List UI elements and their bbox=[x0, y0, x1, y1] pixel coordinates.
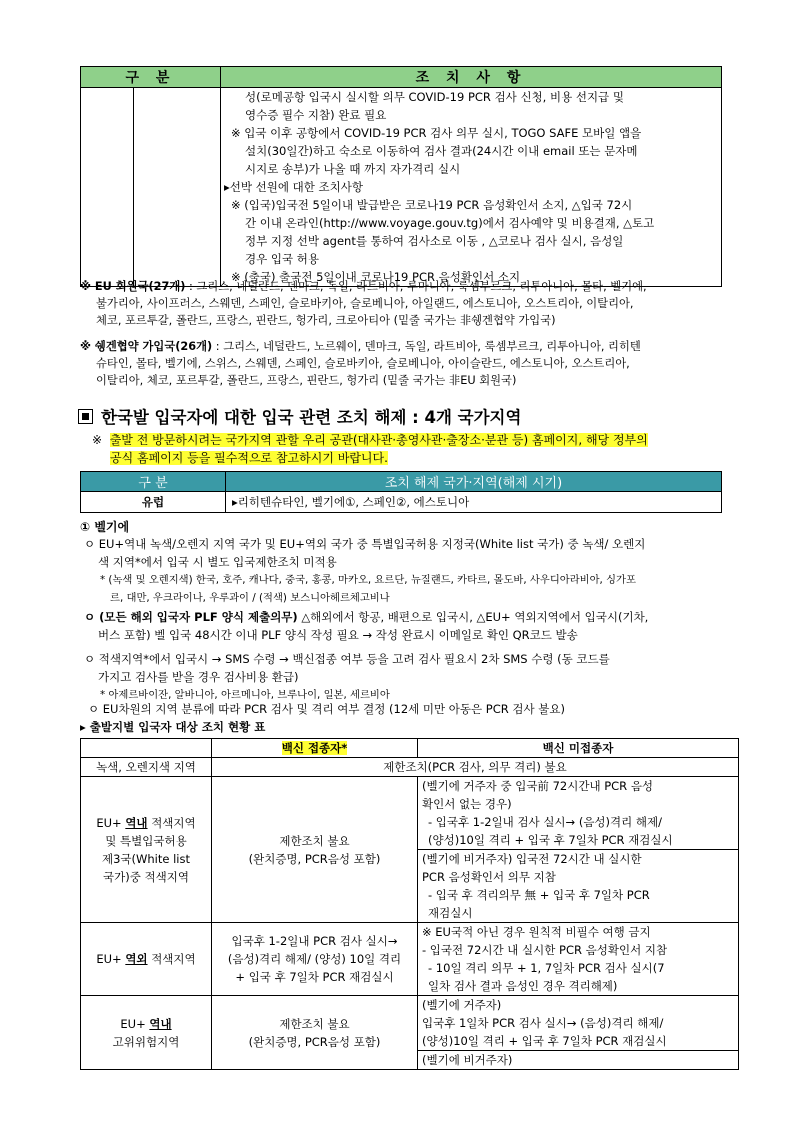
cell-line: - 입국전 72시간 내 실시한 PCR 음성확인서 지참 bbox=[422, 943, 668, 957]
note-text: 슈타인, 몰타, 벨기에, 스위스, 스웨덴, 스페인, 슬로바키아, 슬로베니아, 아이슬란드, 에스토니아, 오스트리아, bbox=[96, 357, 630, 370]
cell-emphasis: 역내 bbox=[125, 815, 148, 830]
measure-line: ▸선박 선원에 대한 조치사항 bbox=[224, 180, 363, 194]
region-cell: 유럽 bbox=[81, 492, 226, 513]
measure-line: 경우 입국 허용 bbox=[245, 252, 319, 266]
cell-line: (벨기에 비거주자) 입국전 72시간 내 실시한 bbox=[422, 852, 642, 866]
paragraph-bold: ㅇ (모든 해외 입국자 PLF 양식 제출의무) bbox=[84, 610, 298, 624]
paragraph-line: △해외에서 항공, 배편으로 입국시, △EU+ 역외지역에서 입국시(기차, bbox=[297, 610, 649, 624]
measure-cell bbox=[212, 996, 418, 1070]
cell-emphasis: 역내 bbox=[149, 1016, 172, 1031]
cell-line: (양성)10일 격리 + 입국 후 7일차 PCR 재검실시 bbox=[422, 1034, 667, 1048]
measure-line: 성(로메공항 입국시 실시할 의무 COVID-19 PCR 검사 신청, 비용 선지급 및 bbox=[245, 90, 624, 104]
cell-line: 입국후 1-2일내 PCR 검사 실시→ bbox=[231, 934, 398, 948]
region-cell bbox=[81, 996, 212, 1070]
section-title-text: 한국발 입국자에 대한 입국 관련 조치 해제 : 4개 국가지역 bbox=[101, 408, 522, 427]
eu-members-note bbox=[80, 278, 740, 329]
cell-line: - 입국후 1-2일내 검사 실시→ (음성)격리 해제/ bbox=[428, 815, 662, 829]
cell-line: 입국후 1일차 PCR 검사 실시→ (음성)격리 해제/ bbox=[422, 1016, 664, 1030]
paragraph-line: ㅇ EU+역내 녹색/오렌지 지역 국가 및 EU+역외 국가 중 특별입국허용 지정국(White list 국가) 중 녹색/ 오렌지 bbox=[84, 537, 646, 551]
table-header-empty bbox=[81, 739, 212, 758]
measure-cell bbox=[418, 850, 739, 923]
belgium-paragraph-2 bbox=[84, 608, 744, 644]
measure-cell: 제한조치(PCR 검사, 의무 격리) 불요 bbox=[212, 758, 739, 777]
cell-line: EU+ 역내 적색지역 bbox=[96, 815, 196, 830]
cell-line: 및 특별입국허용 bbox=[105, 833, 187, 848]
cell-line: (벨기에 거주자 중 입국前 72시간내 PCR 음성 bbox=[422, 779, 654, 793]
table-caption: ▸ 출발지별 입국자 대상 조치 현황 표 bbox=[80, 720, 266, 734]
measures-cell bbox=[221, 88, 722, 287]
advisory-notice bbox=[92, 431, 732, 467]
cell-line: (음성)격리 해제/ (양성) 10일 격리 bbox=[227, 952, 402, 966]
paragraph-line: 색 지역*에서 입국 시 별도 입국제한조치 미적용 bbox=[98, 555, 337, 569]
cell-line: 국가)중 적색지역 bbox=[103, 869, 189, 884]
measure-cell: (벨기에 비거주자) bbox=[418, 1051, 739, 1070]
cell-line: (양성)10일 격리 + 입국 후 7일차 PCR 재검실시 bbox=[428, 833, 673, 847]
measure-line: ※ (입국)입국전 5일이내 발급받은 코로나19 PCR 음성확인서 소지, △입국 72시 bbox=[231, 198, 633, 212]
belgium-paragraph-3 bbox=[84, 650, 744, 704]
cell-line: 제3국(White list bbox=[101, 851, 190, 866]
advisory-text: 공식 홈페이지 등을 필수적으로 참고하시기 바랍니다. bbox=[110, 451, 388, 465]
region-cell bbox=[81, 777, 212, 923]
cell-line: EU+ 역내 bbox=[120, 1016, 172, 1031]
measure-cell bbox=[418, 996, 739, 1051]
cell-line: 제한조치 불요 bbox=[279, 833, 350, 848]
arrival-measures-table bbox=[80, 738, 739, 1070]
measure-line: ※ 입국 이후 공항에서 COVID-19 PCR 검사 의무 실시, TOGO SAFE 모바일 앱을 bbox=[231, 126, 642, 140]
cell-line: PCR 음성확인서 의무 지참 bbox=[422, 870, 556, 884]
measure-cell bbox=[418, 777, 739, 850]
measure-line: 영수증 필수 지참) 완료 필요 bbox=[245, 108, 387, 122]
measure-cell bbox=[212, 923, 418, 996]
table-cell-empty bbox=[134, 88, 221, 287]
cell-line: - 입국 후 격리의무 無 + 입국 후 7일차 PCR bbox=[428, 888, 650, 902]
region-cell: 녹색, 오렌지색 지역 bbox=[81, 758, 212, 777]
cell-line: 재검실시 bbox=[428, 906, 473, 920]
cell-line: (벨기에 거주자) bbox=[422, 998, 502, 1012]
cell-line: (완치증명, PCR음성 포함) bbox=[248, 851, 381, 866]
advisory-text: 출발 전 방문하시려는 국가지역 관할 우리 공관(대사관·총영사관·출장소·분관 등) 홈페이지, 해당 정부의 bbox=[109, 433, 648, 447]
note-text: 체코, 포르투갈, 폴란드, 프랑스, 핀란드, 헝가리, 크로아티아 (밑줄 국가는 非쉥겐협약 가입국) bbox=[96, 314, 556, 327]
lifted-measures-table bbox=[80, 471, 722, 513]
region-cell: EU+ 역외 적색지역 bbox=[81, 923, 212, 996]
note-text: 이탈리아, 체코, 포르투갈, 폴란드, 프랑스, 핀란드, 헝가리 (밑줄 국가는 非EU 회원국) bbox=[96, 374, 517, 387]
table-header-countries: 조치 해제 국가·지역(해제 시기) bbox=[226, 472, 722, 492]
cell-line: 일차 검사 결과 음성인 경우 격리해제) bbox=[428, 979, 618, 993]
measure-line: 정부 지정 선박 agent를 통하여 검사소로 이동 , △코로나 검사 실시, 음성일 bbox=[245, 234, 624, 248]
belgium-heading: ① 벨기에 bbox=[80, 520, 130, 534]
cell-line: 고위위험지역 bbox=[112, 1034, 180, 1049]
note-heading: ※ EU 회원국(27개) bbox=[80, 280, 186, 293]
paragraph-line: 버스 포함) 벨 입국 48시간 이내 PLF 양식 작성 필요 → 작성 완료시 이메일로 확인 QR코드 발송 bbox=[98, 628, 578, 642]
table-header-category: 구 분 bbox=[81, 67, 221, 88]
schengen-members-note bbox=[80, 338, 740, 389]
cell-line: 확인서 없는 경우) bbox=[422, 797, 512, 811]
note-heading: ※ 쉥겐협약 가입국(26개) bbox=[80, 340, 213, 353]
measure-cell bbox=[212, 777, 418, 923]
square-bullet-icon bbox=[78, 409, 93, 424]
reference-mark: ※ bbox=[92, 433, 103, 447]
table-header-measures: 조 치 사 항 bbox=[221, 67, 722, 88]
footnote-line: 르, 대만, 우크라이나, 우루과이 / (적색) 보스니아헤르체고비나 bbox=[110, 592, 390, 604]
belgium-paragraph-4: ㅇ EU차원의 지역 분류에 따라 PCR 검사 및 격리 여부 결정 (12세 미만 아동은 PCR 검사 불요) bbox=[88, 702, 565, 716]
table-header-vaccinated: 백신 접종자* bbox=[281, 741, 348, 755]
cell-line: - 10일 격리 의무 + 1, 7일차 PCR 검사 실시(7 bbox=[428, 961, 665, 975]
cell-emphasis: 역외 bbox=[125, 952, 148, 966]
note-text: 불가리아, 사이프러스, 스웨덴, 스페인, 슬로바키아, 슬로베니아, 아일랜드, 에스토니아, 오스트리아, 이탈리아, bbox=[96, 297, 634, 310]
measure-cell bbox=[418, 923, 739, 996]
note-text: : 그리스, 네덜란드, 덴마크, 독일, 라트비아, 루마니아, 룩셈부르크, 리투아니아, 몰타, 벨기에, bbox=[185, 280, 647, 293]
measure-line: 간 이내 온라인(http://www.voyage.gouv.tg)에서 검사예약 및 비용결재, △토고 bbox=[245, 216, 655, 230]
measures-table bbox=[80, 66, 722, 287]
table-cell-empty bbox=[81, 88, 134, 287]
measure-line: 설치(30일간)하고 숙소로 이동하여 검사 결과(24시간 이내 email 또는 문자메 bbox=[245, 144, 638, 158]
cell-line: 제한조치 불요 bbox=[279, 1016, 350, 1031]
footnote-line: * (녹색 및 오렌지색) 한국, 호주, 캐나다, 중국, 홍콩, 마카오, 요르단, 뉴질랜드, 카타르, 몰도바, 사우디아라비아, 싱가포 bbox=[100, 574, 636, 586]
table-header-unvaccinated: 백신 미접종자 bbox=[418, 739, 739, 758]
measure-line: ※ (출국) 출국전 5일이내 코로나19 PCR 음성확인서 소지 bbox=[231, 270, 521, 284]
note-text: : 그리스, 네덜란드, 노르웨이, 덴마크, 독일, 라트비아, 룩셈부르크, 리투아니아, 리히텐 bbox=[212, 340, 641, 353]
countries-cell: ▸리히텐슈타인, 벨기에①, 스페인②, 에스토니아 bbox=[226, 492, 722, 513]
section-title bbox=[78, 404, 521, 428]
footnote-line: * 아제르바이잔, 알바니아, 아르메니아, 브루나이, 일본, 세르비아 bbox=[100, 689, 390, 701]
cell-line: ※ EU국적 아닌 경우 원칙적 비필수 여행 금지 bbox=[422, 925, 651, 939]
table-header-category: 구 분 bbox=[81, 472, 226, 492]
cell-line: (완치증명, PCR음성 포함) bbox=[248, 1034, 381, 1049]
paragraph-line: ㅇ 적색지역*에서 입국시 → SMS 수령 → 백신접종 여부 등을 고려 검사 필요시 2차 SMS 수령 (동 코드를 bbox=[84, 652, 610, 666]
measure-line: 시지로 송부)가 나올 때 까지 자가격리 실시 bbox=[245, 162, 461, 176]
belgium-paragraph-1 bbox=[84, 535, 744, 607]
paragraph-line: 가지고 검사를 받을 경우 검사비용 환급) bbox=[98, 670, 299, 684]
cell-line: + 입국 후 7일차 PCR 재검실시 bbox=[235, 970, 394, 984]
